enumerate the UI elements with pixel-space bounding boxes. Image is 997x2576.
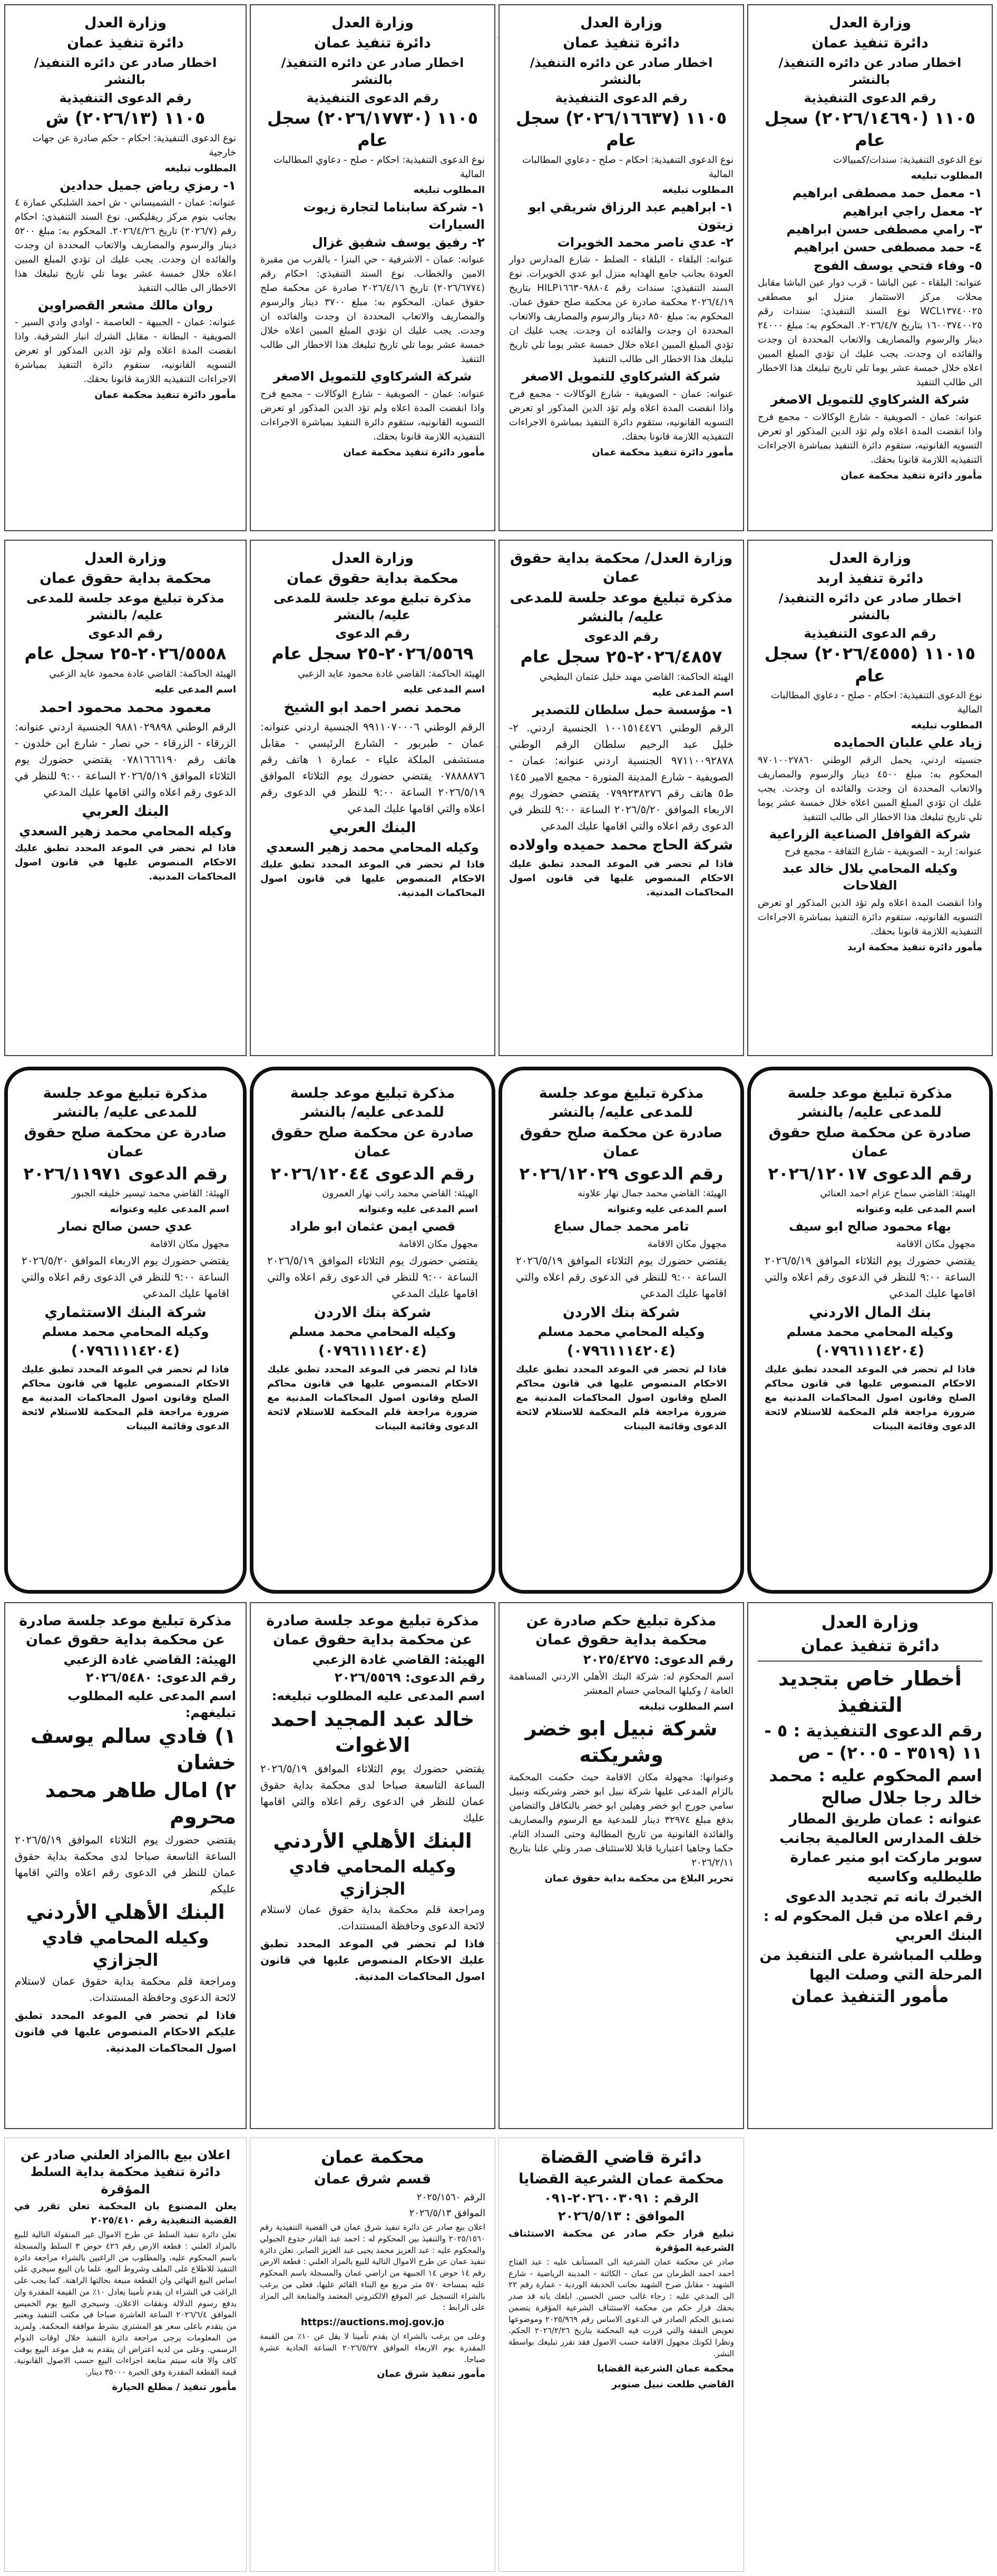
- case-type: نوع الدعوى التنفيذية: احكام - حكم صادرة عن جهات خارجية: [32, 132, 236, 158]
- debtor-address: عنوانه : عمان طريق المطار خلف المدارس العالمية بجانب سوبر ماركت ابو منير عمارة طليطليه وكاسيه: [779, 1811, 982, 1885]
- case-label: رقم الدعوى: [88, 626, 163, 641]
- execution-notice: [498, 4, 744, 531]
- defendant-address: مجهول مكان الاقامة: [398, 1238, 478, 1250]
- debtor-name: ٥- وفاء فتحي يوسف الفوج: [813, 258, 982, 273]
- defendant-label: اسم المدعى عليه المطلوب تبليغه:: [271, 1688, 485, 1703]
- notice-body: يقتضي حضورك يوم الثلاثاء الموافق ٢٠٢٦/٥/١٩ الساعة التاسعة صباحا لدى محكمة بداية حقوق عمان للنظر في الدعوى رقم اعلاه والتي اقامها عليك: [260, 1762, 485, 1824]
- judge-name: الهيئة: القاضي محمد راتب نهار العمرون: [322, 1188, 478, 1199]
- notice-subtitle: يعلن المصنوع بان المحكمة تعلن تقرر في القضية التنفيذية رقم ٢٠٢٥/٤١٠: [14, 2201, 237, 2227]
- notice-footer: فاذا لم تحضر في الموعد المحدد تطبق عليك الاحكام المنصوص عليها في قانون اصول المحاكمات المدنية.: [260, 858, 485, 899]
- notice-body: عنوانه: عمان - الاشرفية - حي البنزا - بالقرب من مقبرة الامين والخطاب. نوع السند التنفيذي: احكام رقم (٢٠٢٦/٦٧٧٤) تاريخ ٢٠٢٦/٤/١٦ صادرة عن محكمة صلح حقوق عمان. المحكوم به: مبلغ ٣٧٠٠ دينار والرسوم والمصاريف والاتعاب المحددة ان وجدت والفائده ان وجدت. يجب عليك ان تؤدي المبلغ المبين اعلاه خلال خمسة عشر يوما تلي تاريخ تبليغك هذا الاخطار الى طالب التنفيذ: [260, 254, 485, 365]
- department-name: دائرة تنفيذ عمان: [812, 35, 928, 52]
- court-name: صادرة عن محكمة صلح حقوق عمان: [271, 1124, 474, 1160]
- judge-name: الهيئة: القاضي محمد تيسير خليفه الجبور: [71, 1188, 229, 1199]
- notice-title: مذكرة تبليغ موعد جلسة للمدعى عليه/ بالنشر: [26, 590, 224, 623]
- auction-notice: [4, 2138, 247, 2572]
- notice-title: مذكرة تبليغ موعد جلسة للمدعى عليه/ بالنشر: [273, 590, 472, 623]
- notice-body: يقتضي حضورك يوم الاربعاء الموافق ٢٠٢٦/٥/٢٠ الساعة ٩:٠٠ للنظر في الدعوى رقم اعلاه والتي اقامها عليك المدعي: [22, 1254, 229, 1300]
- case-number: ٢٠٢٦/٥٥٥٨-٢٥ سجل عام: [24, 643, 227, 664]
- debtors-label: المطلوب تبليغه: [164, 162, 236, 174]
- agent-name: وكيله المحامي محمد مسلم: [42, 1324, 209, 1340]
- judgment-notice: [498, 1602, 744, 2129]
- defendant-name: تامر محمد جمال سباع: [553, 1219, 689, 1234]
- case-number: رقم الدعوى ٢٠٢٦/١٢٠٢٩: [519, 1163, 724, 1184]
- hearing-notice: [498, 1067, 744, 1594]
- notice-body: يقتضي حضورك يوم الثلاثاء الموافق ٢٠٢٦/٥/١٩ الساعة ٩:٠٠ للنظر في الدعوى رقم اعلاه والتي اقامها عليك المدعي: [267, 1254, 478, 1300]
- agent-phone: (٠٧٩٦١١١٤٢٠٤): [318, 1342, 427, 1359]
- notice-footer: مأمور تنفيذ / مطلع الحيارة: [112, 2381, 237, 2393]
- hearing-notice: [498, 540, 744, 1056]
- notice-subtitle: تبليغ قرار حكم صادر عن محكمة الاستئناف الشرعية المؤقرة: [509, 2228, 734, 2253]
- notice-body: الخبرك بانه تم تجديد الدعوى رقم اعلاه من قبل المحكوم له : البنك العربي: [763, 1889, 982, 1944]
- hearing-notice: [4, 1067, 247, 1594]
- plaintiff-name: شركة الحاج محمد حميده واولاده: [509, 837, 734, 854]
- notice-title: مذكرة تبليغ حكم صادرة عن محكمة بداية حقوق عمان: [526, 1613, 717, 1648]
- notice-body: اعلان بيع صادر عن دائرة تنفيذ شرق عمان في القضية التنفيذية رقم ٢٠٢٥/١٥٦٠ والتنفيذ بين المحكوم له : احمد عبد القادر جذوع الجبولي والمحكوم عليه : عبد العزيز محمد يحيى عبد العزيز الصابر. تعلن دائرة تنفيذ عمان عن طرح الاموال التالية للبيع بالمزاد العلني : قطعة الارض رقم ١٤ حوض ١٤ الجبيهة من اراضي عمان والمسجلة باسم المحكوم عليه بمساحة ٥٧٠ متر مربع مع البناء القائم عليها، فعلى من يرغب بالشراء التسجيل عبر الموقع الالكتروني المعتمد والمتابعة الى المزاد على الرابط :: [260, 2222, 485, 2312]
- department-name: دائرة تنفيذ اربد: [816, 570, 924, 587]
- creditor-details: عنوانه: اربد - الصويفية - شارع الثقافة - مجمع فرح: [784, 846, 982, 857]
- auction-link[interactable]: https://auctions.moj.gov.jo: [300, 2317, 445, 2328]
- debtor-name: ١- ابراهيم عبد الرزاق شريقي ابو زيتون: [528, 200, 734, 232]
- notice-body: وعنوانها: مجهولة مكان الاقامة حيث حكمت المحكمة بالزام المدعى عليها شركة نبيل ابو خضر وشريكته ونبيل سامي جورج ابو خضر وهيلين ابو خضر بالتكافل والتضامن بدفع مبلغ ٣٢٩٧٤ دينار للمدعية مع الرسوم والمصاريف والفائدة القانونية من تاريخ المطالبة وحتى السداد التام. حكما وجاهيا اعتباريا قابلا للاستئناف صدر وتلي علنا بتاريخ ٢٠٢٦/٢/١١: [509, 1772, 734, 1869]
- ministry-name: وزارة العدل: [580, 15, 663, 31]
- creditor-name: شركة الشركاوي للتمويل الاصغر: [273, 369, 472, 384]
- execution-notice: [747, 540, 993, 1056]
- defendant-label: اسم المدعى عليه وعنوانه: [607, 1204, 727, 1215]
- case-number: رقم الدعوى ٢٠٢٦/١٢٠٤٤: [270, 1163, 475, 1184]
- notice-body: عنوانه: البلقاء - البلقاء - الصلط - شارع المدارس دوار العودة بجانب جامع الهدايه منزل ابو عدي الخويرات. نوع السند التنفيذي: سندات رقم HILP١٦٦٣٠٩٨٨٠٤ بتاريخ ٢٠٢٦/٤/١٩ محكمة صادرة عن محكمة صلح حقوق عمان. المحكوم به: مبلغ ٨٥٠ دينار والرسوم والمصاريف والاتعاب المحددة ان وجدت والفائده ان وجدت. يجب عليك ان تؤدي المبلغ المبين اعلاه خلال خمسة عشر يوما تلي تاريخ تبليغك هذا الاخطار الى طالب التنفيذ: [509, 254, 734, 365]
- auction-notice: [250, 2138, 495, 2572]
- defendant-name: ٢) امال طاهر محمد محروم: [45, 1779, 236, 1828]
- notice-title: دائرة قاضي القضاة: [541, 2147, 702, 2167]
- debtor-name: زياد علي علبان الحمايده: [834, 735, 982, 750]
- defendant-name: عدي حسن صالح نصار: [58, 1219, 193, 1234]
- plaintiff-name: بنك المال الاردني: [808, 1304, 932, 1321]
- ministry-name: وزارة العدل: [331, 550, 414, 567]
- notice-footer: فاذا لم تحضر في الموعد المحدد تطبق عليك الاحكام المنصوص عليها في قانون اصول المحاكمات المدنية.: [260, 1937, 485, 1983]
- notice-body: جنسيته اردني، يحمل الرقم الوطني ٩٧٠١٠٠٢٧٨٦٠ المحكوم به: مبلغ ٤٥٠٠ دينار والرسوم والمصاريف والاتعاب المحددة ان وجدت والفائده ان وجدت. يجب عليك ان تؤدي المبلغ المبين اعلاه خلال خمسة عشر يوما تلي تاريخ تبليغك هذا الاخطار الى طالب التنفيذ: [758, 754, 982, 823]
- notice-title: مذكرة تبليغ موعد جلسة للمدعى عليه/ بالنشر: [290, 1085, 455, 1121]
- plaintiff-name: البنك الأهلي الأردني: [273, 1829, 472, 1852]
- reference-number: الرقم ٢٠٢٥/١٥٦٠: [416, 2192, 485, 2203]
- creditor-name: شركة القوافل الصناعية الزراعية: [769, 826, 971, 842]
- agent-phone: (٠٧٩٦١١١٤٢٠٤): [71, 1342, 180, 1359]
- notice-title: اخطار صادر عن دائره التنفيذ/ بالنشر: [530, 55, 713, 87]
- ministry-name: وزارة العدل: [331, 15, 414, 31]
- plaintiff-name: شركة البنك الاستثماري: [44, 1304, 207, 1321]
- debtor-name: ١- معمل حمد مصطفى ابراهيم: [792, 186, 982, 201]
- defendant-name: محمد نصر احمد ابو الشيخ: [284, 699, 462, 716]
- notice-footer: تحرير البلاغ من محكمة بداية حقوق عمان: [544, 1873, 734, 1885]
- hearing-notice: [250, 1602, 495, 2129]
- hearing-notice: [747, 1067, 993, 1594]
- judge-name: الهيئة: القاضي غادة الزعبي: [63, 1652, 236, 1667]
- defendant-name: بهاء محمود صالح ابو سيف: [789, 1219, 951, 1234]
- defendant-address: مجهول مكان الاقامة: [150, 1238, 229, 1250]
- notice-request: وطلب المباشرة على التنفيذ من المرحلة التي وصلت اليها: [759, 1947, 982, 1983]
- notice-body: عنوانه: عمان - الشميساني - ش احمد الشلبكي عمارة ٤ بجانب بنوم مركز ريفليكس. نوع السند التنفيذي: احكام رقم (٢٠٢٦/٧) تاريخ ٢٠٢٦/٤/٢٦. المحكوم به: مبلغ ٥٢٠٠ دينار والرسوم والمصاريف والاتعاب المحددة ان وجدت والفائده ان وجدت. يجب عليك ان تؤدي المبلغ المبين اعلاه خلال خمسة عشر يوما تلي تاريخ تبليغك هذا الاخطار الى طالب التنفيذ: [15, 197, 237, 294]
- plaintiff-name: شركة بنك الاردن: [562, 1304, 680, 1321]
- debtor-name: ٣- رامي مصطفى حسن ابراهيم: [786, 222, 982, 237]
- notice-title: مذكرة تبليغ موعد جلسة للمدعى عليه/ بالنشر: [787, 1085, 953, 1121]
- case-number: رقم الدعوى ٢٠٢٦/١١٩٧١: [23, 1163, 228, 1184]
- notice-body: صادر عن محكمة عمان الشرعية الى المستأنف عليه : عبد الفتاح احمد احمد الطرمان من عمان - الكائنة - المدينة الرياضية - شارع الشهيد - مقابل صرح الشهيد بجانب الحديقة الوردية - عمارة رقم ٢٢ الى المدعي عليه : رجاء غالب حسن الحسين. ابلغك بانه قد صدر بحقك قرار حكم من محكمة الاستئناف الشرعية المؤقرة يتضمن تصديق الحكم الصادر في الدعوى الاساس رقم ٢٠٢٥/٩٦٩ وموضوعها تعويض النفقة والتي قررت فيه المحكمة بتاريخ ٢٠٢٦/٢/٢٦ الحكم. ونظرا لكونك مجهول الاقامة حسب الاصول فقد تقرر تبليغك بواسطة النشر.: [509, 2257, 734, 2358]
- case-number: رقم الدعوى: ٢٠٢٦/٥٤٨٠: [85, 1670, 236, 1685]
- case-label: رقم الدعوى: [584, 629, 659, 644]
- notice-footer: مأمور دائرة تنفيذ محكمة عمان: [343, 446, 485, 458]
- notice-body-extra: وعلى من يرغب بالشراء ان يقدم تأمينا لا يقل عن ١٠٪ من القيمة المقدرة يوم الاربعاء الموافق ٢٠٢٦/٥/٢٧ الساعة الحادية عشرة صباحا.: [260, 2331, 485, 2364]
- defendant-name: ١- مؤسسة حمل سلطان للتصدير: [532, 702, 734, 717]
- execution-notice: [747, 4, 993, 531]
- agent-name: وكيله المحامي فادي الجزازي: [289, 1857, 456, 1899]
- notice-title: أخطار خاص بتجديد التنفيذ: [778, 1667, 962, 1716]
- department-name: دائرة تنفيذ عمان: [800, 1635, 940, 1655]
- defendant-address: مجهول مكان الاقامة: [896, 1238, 975, 1250]
- judge-name: الهيئة: القاضي غادة الزعبي: [312, 1652, 485, 1667]
- plaintiff-details: اسم المحكوم له: شركة البنك الأهلي الاردني المساهمة العامة / وكيلها المحامي حسام المعشر: [509, 1671, 734, 1697]
- notice-title: اخطار صادر عن دائره التنفيذ/ بالنشر: [778, 55, 962, 87]
- case-number: ١١٠٥ (٢٠٢٦/١٣) ش: [45, 108, 206, 129]
- debtors-label: المطلوب تبليغه: [413, 184, 485, 196]
- execution-notice: [250, 4, 495, 531]
- plaintiff-name: البنك العربي: [329, 819, 416, 836]
- case-number: رقم الدعوى: ٢٠٢٦/٥٥٦٩: [334, 1670, 485, 1685]
- case-label: رقم الدعوى التنفيذية: [555, 90, 688, 105]
- defendant-label: اسم المدعى عليه وعنوانه: [358, 1204, 478, 1215]
- court-name: محكمة بداية حقوق عمان: [287, 570, 458, 587]
- defendant-label: اسم المدعى عليه: [154, 684, 236, 695]
- notice-body: الرقم الوطني ٩٨٨١٠٢٩٨٩٨ الجنسية اردني عنوانه: الزرقاء - الزرقاء - حي نصار - شارع ابن خلدون - هاتف رقم ٠٧٨١٦٦٦١٩٠ يقتضي حضورك يوم الثلاثاء الموافق ٢٠٢٦/٥/١٩ الساعة ٩:٠٠ للنظر في الدعوى رقم اعلاه والتي اقامها عليك المدعي: [15, 720, 236, 799]
- judge-name: الهيئة: القاضي محمد جمال نهار علاونه: [578, 1188, 727, 1199]
- notice-footer: مأمور دائرة تنفيذ محكمة عمان: [592, 446, 734, 458]
- notice-title: اخطار صادر عن دائره التنفيذ/ بالنشر: [778, 590, 962, 623]
- agent-phone: (٠٧٩٦١١١٤٢٠٤): [816, 1342, 924, 1359]
- defendant-label: اسم المدعى عليه: [652, 687, 734, 698]
- judge-name: الهيئة الحاكمة: القاضي غادة محمود عايد الزعبي: [49, 668, 236, 679]
- hearing-notice: [250, 1067, 495, 1594]
- notice-body: عنوانه: البلقاء - عين الباشا - قرب دوار عين الباشا مقابل محلات مركز الاستثمار منزل ابو مصطفى WCL١٣٧٤٠٠٢٥ نوع السند التنفيذي: سندات رقم ١٦٠٠٣٧٤٠٠٢٥ بتاريخ ٢٠٢٦/٤/٧. المحكوم به: مبلغ ٢٤٠٠٠ دينار والرسوم والمصاريف والاتعاب المحددة ان وجدت والفائده ان وجدت. يجب عليك ان تؤدي المبلغ المبين اعلاه خلال خمسة عشر يوما تلي تاريخ تبليغك هذا الاخطار الى طالب التنفيذ: [758, 277, 982, 388]
- department-name: دائرة تنفيذ عمان: [314, 35, 431, 52]
- debtors-label: المطلوب تبليغه: [911, 720, 982, 731]
- debtor-name: ١- شركة سابناما لتجارة زيوت السيارات: [303, 200, 485, 232]
- agent-name: وكيله المحامي محمد زهير السعدي: [266, 840, 479, 855]
- hearing-notice: [4, 1602, 247, 2129]
- sharia-court-notice: [498, 2138, 744, 2572]
- notice-footer: فاذا لم تحضر في الموعد المحدد تطبق عليك الاحكام المنصوص عليها في قانون اصول المحاكمات المدنية.: [509, 858, 734, 898]
- ministry-name: وزارة العدل: [828, 15, 912, 31]
- notice-body: الرقم الوطني ٩٩١١٠٧٠٠٠٦ الجنسية اردني عنوانه: عمان - طبربور - الشارع الرئيسي - مقابل مستشفى الملكة علياء - عمارة ١ هاتف رقم ٠٧٨٨٨٨٧٦ يقتضي حضورك يوم الثلاثاء الموافق ٢٠٢٦/٥/١٩ الساعة ٩:٠٠ للنظر في الدعوى رقم اعلاه والتي اقامها عليك المدعي: [260, 720, 485, 815]
- case-label: رقم الدعوى: [335, 626, 410, 641]
- notice-date: الموافق ٢٠٢٦/٥/١٣: [409, 2208, 485, 2219]
- debtor-name: ٢- معمل راجي ابراهيم: [843, 203, 982, 219]
- debtor-name: ٤- حمد مصطفى حسن ابراهيم: [794, 240, 982, 255]
- notice-footer: فاذا لم تحضر في الموعد المحدد تطبق عليكم الاحكام المنصوص عليها في قانون اصول المحاكمات المدنية.: [15, 2008, 236, 2054]
- notice-title: مذكرة تبليغ موعد جلسة للمدعى عليه/ بالنشر: [539, 1085, 704, 1121]
- court-name: محكمة عمان الشرعية القضايا: [519, 2170, 724, 2187]
- notice-body: الرقم الوطني ١٠٠١٥١٤٤٧٦ الجنسية اردني. ٢- خليل عبد الرحيم سلطان الرقم الوطني ٩٧١١٠٠٩٢٨٧٨ الجنسية اردني عنوانه: عمان - الصويفية - شارع المدينة المنورة - مجمع الامير ١٤٥ ط٥ هاتف رقم ٠٧٩٩٢٣٨٢٧٦ يقتضي حضورك يوم الاربعاء الموافق ٢٠٢٦/٥/٢٠ الساعة ٩:٠٠ للنظر في الدعوى رقم اعلاه والتي اقامها عليك المدعي: [509, 721, 734, 833]
- creditor-details: عنوانه: عمان - الصويفية - شارع الوكالات - مجمع فرح واذا انقضت المدة اعلاه ولم تؤد الدين المذكور او تعرض التسويه القانونيه، ستقوم دائرة التنفيذ بمباشرة الاجراءات التنفيذيه اللازمة قانونا بحقك.: [509, 388, 734, 442]
- case-number: ١١٠١٥ (٢٠٢٦/٤٥٥٥) سجل عام: [764, 643, 976, 686]
- creditor-details: عنوانه: عمان - الجبيهة - العاصمة - اوادي وادي السير - الصويفية - البطانة - مقابل الشرك انبار الشرقية. واذا انقضت المدة اعلاه ولم تؤد الدين المذكور او تعرض التسويه القانونيه، ستقوم دائرة التنفيذ بمباشرة الاجراءات التنفيذيه اللازمة قانونا بحقك.: [15, 317, 236, 385]
- hearing-notice: [250, 540, 495, 1056]
- defendant-name: خالد عبد المجيد احمد الاغوات: [270, 1707, 475, 1757]
- plaintiff-name: البنك العربي: [82, 803, 169, 820]
- defendant-address: مجهول مكان الاقامة: [647, 1238, 727, 1250]
- notice-footer: فاذا لم تحضر في الموعد المحدد تطبق عليك الاحكام المنصوص عليها في قانون محاكم الصلح وقانون اصول المحاكمات المدنية مع ضرورة مراجعة قلم المحكمة للاستلام لائحة الدعوى وقائمة البينات: [22, 1364, 229, 1432]
- notice-date: الموافق : ٢٠٢٦/٥/١٣: [558, 2209, 685, 2224]
- ministry-name: وزارة العدل: [84, 15, 167, 31]
- case-type: نوع الدعوى التنفيذية: سندات/كمبيالات: [833, 154, 982, 166]
- hearing-notice: [4, 540, 247, 1056]
- notice-title: اخطار صادر عن دائره التنفيذ/ بالنشر: [34, 55, 217, 87]
- notice-extra: ومراجعة قلم محكمة بداية حقوق عمان لاستلام لائحة الدعوى وحافظة المستندات.: [260, 1903, 485, 1933]
- agent-name: وكيله المحامي محمد مسلم: [786, 1324, 954, 1340]
- defendant-name: ١) فادي سالم يوسف خشان: [30, 1724, 236, 1774]
- notice-body: يقتضي حضورك يوم الثلاثاء الموافق ٢٠٢٦/٥/١٩ الساعة التاسعة صباحا لدى محكمة بداية حقوق عمان للنظر في الدعوى رقم اعلاه والتي اقامها عليكم: [15, 1833, 236, 1895]
- case-type: نوع الدعوى التنفيذية: احكام - صلح - دعاوي المطالبات المالية: [522, 154, 734, 180]
- case-type: نوع الدعوى التنفيذية: احكام - صلح - دعاوي المطالبات المالية: [273, 154, 485, 180]
- defendant-name: معمود محمد محمود احمد: [39, 699, 212, 716]
- court-name: صادرة عن محكمة صلح حقوق عمان: [520, 1124, 723, 1160]
- case-number: ١١٠٥ (٢٠٢٦/١٦٦٣٧) سجل عام: [515, 108, 727, 150]
- ministry-name: وزارة العدل/ محكمة بداية حقوق عمان: [510, 550, 732, 586]
- agent-phone: (٠٧٩٦١١١٤٢٠٤): [567, 1342, 676, 1359]
- judge-name: الهيئة الحاكمة: القاضي مهند خليل عثمان البطيخي: [539, 671, 734, 682]
- divider: [758, 1661, 982, 1662]
- renewal-notice: [747, 1602, 993, 2129]
- case-label: رقم الدعوى التنفيذية: [306, 90, 439, 105]
- defendant-label: اسم المدعى عليه وعنوانه: [110, 1204, 229, 1215]
- case-number: ٢٠٢٦/٥٥٦٩-٢٥ سجل عام: [271, 643, 474, 664]
- debtor-name: ١- رمزي رياض جميل حدادين: [60, 178, 236, 193]
- defendant-label: اسم المدعى عليه وعنوانه: [856, 1204, 975, 1215]
- notice-subtitle: قسم شرق عمان: [314, 2170, 432, 2187]
- ministry-name: وزارة العدل: [84, 550, 167, 567]
- agent-name: وكيله المحامي محمد مسلم: [537, 1324, 705, 1340]
- court-name: صادرة عن محكمة صلح حقوق عمان: [24, 1124, 227, 1160]
- case-number: ٢٠٢٦/٤٨٥٧-٢٥ سجل عام: [520, 647, 722, 667]
- court-name: محكمة بداية حقوق عمان: [40, 570, 211, 587]
- defendant-label: اسم المدعى عليه المطلوب تبليغهم:: [67, 1688, 236, 1721]
- case-type: نوع الدعوى التنفيذية: احكام - صلح - دعاوي المطالبات المالية: [770, 690, 982, 716]
- case-label: رقم الدعوى التنفيذية: [59, 90, 192, 105]
- notice-title: اعلان بيع باالمزاد العلني صادر عن دائرة تنفيذ محكمة بداية السلط المؤقرة: [20, 2148, 231, 2197]
- debtor-name: اسم المحكوم عليه : محمد خالد رجا جلال صالح: [769, 1765, 982, 1808]
- notice-footer: مأمور تنفيذ شرق عمان: [377, 2368, 485, 2380]
- court-name: صادرة عن محكمة صلح حقوق عمان: [768, 1124, 972, 1160]
- notice-footer: فاذا لم تحضر في الموعد المحدد تطبق عليك الاحكام المنصوص عليها في قانون اصول المحاكمات المدنية.: [15, 842, 236, 882]
- signature-court: محكمة عمان الشرعية القضايا: [597, 2363, 734, 2374]
- defendant-label: اسم المدعى عليه: [403, 684, 485, 695]
- ministry-name: وزارة العدل: [821, 1612, 919, 1632]
- notice-body: يقتضي حضورك يوم الثلاثاء الموافق ٢٠٢٦/٥/١٩ الساعة ٩:٠٠ للنظر في الدعوى رقم اعلاه والتي اقامها عليك المدعي: [516, 1254, 727, 1300]
- case-number: رقم الدعوى التنفيذية : ٥ - ١١ (٣٥١٩ - ٢٠٠٥) - ص: [764, 1720, 982, 1763]
- ministry-name: وزارة العدل: [828, 550, 912, 567]
- department-name: دائرة تنفيذ عمان: [67, 35, 184, 52]
- creditor-details: عنوانه: عمان - الصويفية - شارع الوكالات - مجمع فرح واذا انقضت المدة اعلاه ولم تؤد الدين المذكور او تعرض التسويه القانونيه، ستقوم دائرة التنفيذ بمباشرة الاجراءات التنفيذيه اللازمة قانونا بحقك.: [260, 388, 485, 442]
- agent-name: وكيله المحامي بلال خالد عبد الفلاحات: [782, 861, 958, 893]
- notice-title: اخطار صادر عن دائره التنفيذ/ بالنشر: [281, 55, 464, 87]
- case-number: رقم الدعوى: ٢٠٢٥/٤٢٧٥: [583, 1652, 734, 1667]
- defendant-label: اسم المطلوب تبليغه: [639, 1701, 734, 1713]
- creditor-name: روان مالك مشعر القصراوين: [37, 298, 213, 313]
- debtors-label: المطلوب تبليغه: [911, 170, 982, 182]
- notice-footer: فاذا لم تحضر في الموعد المحدد تطبق عليك الاحكام المنصوص عليها في قانون محاكم الصلح وقانون اصول المحاكمات المدنية مع ضرورة مراجعة قلم المحكمة للاستلام لائحة الدعوى وقائمة البينات: [516, 1364, 727, 1432]
- notice-body: يقتضي حضورك يوم الثلاثاء الموافق ٢٠٢٦/٥/١٩ الساعة ٩:٠٠ للنظر في الدعوى رقم اعلاه والتي اقامها عليك المدعي: [765, 1254, 975, 1300]
- notice-title: محكمة عمان: [320, 2147, 425, 2167]
- defendant-name: قصي ايمن عثمان ابو طراد: [289, 1219, 456, 1234]
- signature-judge: القاضي طلعت نبيل صنوبر: [611, 2378, 734, 2390]
- notice-title: مذكرة تبليغ موعد جلسة للمدعى عليه/ بالنشر: [510, 589, 733, 626]
- case-label: رقم الدعوى التنفيذية: [804, 626, 936, 641]
- notice-footer: فاذا لم تحضر في الموعد المحدد تطبق عليك الاحكام المنصوص عليها في قانون محاكم الصلح وقانون اصول المحاكمات المدنية مع ضرورة مراجعة قلم المحكمة للاستلام لائحة الدعوى وقائمة البينات: [765, 1364, 975, 1432]
- notice-body: تعلن دائرة تنفيذ السلط عن طرح الاموال غير المنقولة التالية للبيع بالمزاد العلني : قطعة الارض رقم ٤٢٦ حوض ٣ السلط والمسجلة باسم المحكوم عليه، والمطلوب من الراغبين بالشراء مراجعة دائرة التنفيذ للاطلاع على الملف وشروط البيع، علما بان البيع سيجري على اساس البيع النهائي وان القطعة مبيعة بحالتها الراهنة. كما يجب على الراغب في الشراء ان يقدم تأمينا يعادل ١٠٪ من القيمة المقدرة وان يدفع رسوم الدلالة ونفقات الاعلان. وسيجري البيع يوم الخميس الموافق ٢٠٢٦/٦/٤ الساعة العاشرة صباحا في مكتب التنفيذ ويعتبر من يتقدم باعلى سعر هو المشتري بشرط موافقة المحكمة. ولمزيد من المعلومات يرجى مراجعة دائرة التنفيذ خلال اوقات الدوام الرسمي. وعلى من لديه اعتراض ان يتقدم به قبل موعد البيع بوقت كاف والا فانه سيتم متابعة اجراءات البيع حسب الاصول القانونية. قيمة القطعة المقدرة وفق الخبرة ٣٥٠٠٠ دينار.: [14, 2230, 237, 2377]
- case-number: ١١٠٥ (٢٠٢٦/١٤٦٩٠) سجل عام: [764, 108, 976, 150]
- agent-name: وكيله المحامي فادي الجزازي: [42, 1928, 209, 1970]
- creditor-name: شركة الشركاوي للتمويل الاصغر: [770, 392, 970, 407]
- creditor-details: عنوانه: عمان - الصويفية - شارع الوكالات - مجمع فرح واذا انقضت المدة اعلاه ولم تؤد الدين المذكور او تعرض التسويه القانونيه، ستقوم دائرة التنفيذ بمباشرة الاجراءات التنفيذيه اللازمة قانونا بحقك.: [758, 411, 982, 465]
- debtor-name: ٢- رفيق يوسف شفيق غزال: [312, 235, 485, 250]
- debtor-name: ٢- عدي ناصر محمد الخويرات: [557, 235, 734, 250]
- case-number: ١١٠٥ (٢٠٢٦/١٧٧٣٠) سجل عام: [267, 108, 478, 150]
- agent-name: وكيله المحامي محمد مسلم: [289, 1324, 456, 1340]
- case-label: رقم الدعوى التنفيذية: [804, 90, 936, 105]
- notice-title: مذكرة تبليغ موعد جلسة للمدعى عليه/ بالنشر: [43, 1085, 208, 1121]
- notice-footer: مأمور دائرة تنفيذ محكمة عمان: [840, 470, 982, 481]
- agent-name: وكيله المحامي محمد زهير السعدي: [19, 823, 232, 838]
- notice-footer: مأمور التنفيذ عمان: [791, 1986, 949, 2007]
- defendant-name: شركة نبيل ابو خضر وشريكته: [525, 1717, 718, 1767]
- case-number: رقم الدعوى ٢٠٢٦/١٢٠١٧: [768, 1163, 972, 1184]
- plaintiff-name: البنك الأهلي الأردني: [26, 1900, 225, 1924]
- notice-extra: ومراجعة قلم محكمة بداية حقوق عمان لاستلام لائحة الدعوى وحافظة المستندات.: [15, 1974, 236, 2004]
- agent-details: واذا انقضت المدة اعلاه ولم تؤد الدين المذكور او تعرض التسويه القانونيه، ستقوم دائرة التنفيذ بمباشرة الاجراءات التنفيذيه اللازمة قانونا بحقك.: [758, 897, 982, 937]
- department-name: دائرة تنفيذ عمان: [563, 35, 680, 52]
- notice-footer: مأمور دائرة تنفيذ محكمة عمان: [94, 389, 236, 401]
- plaintiff-name: شركة بنك الاردن: [314, 1304, 432, 1321]
- judge-name: الهيئة: القاضي سماح عزام احمد العنائي: [820, 1188, 975, 1199]
- reference-number: الرقم : ٢٠٢٦٠٠٣٠٩١-٠٩١: [544, 2191, 699, 2206]
- notice-footer: فاذا لم تحضر في الموعد المحدد تطبق عليك الاحكام المنصوص عليها في قانون محاكم الصلح وقانون اصول المحاكمات المدنية مع ضرورة مراجعة قلم المحكمة للاستلام لائحة الدعوى وقائمة البينات: [267, 1364, 478, 1432]
- notice-footer: مأمور دائرة تنفيذ محكمة اربد: [847, 941, 982, 953]
- notice-title: مذكرة تبليغ موعد جلسة صادرة عن محكمة بداية حقوق عمان: [266, 1613, 479, 1648]
- debtors-label: المطلوب تبليغه: [662, 184, 734, 196]
- notice-title: مذكرة تبليغ موعد جلسة صادرة عن محكمة بداية حقوق عمان: [19, 1613, 232, 1648]
- creditor-name: شركة الشركاوي للتمويل الاصغر: [522, 369, 721, 384]
- execution-notice: [4, 4, 247, 531]
- judge-name: الهيئة الحاكمة: القاضي غادة محمود عايد الزعبي: [298, 668, 485, 679]
